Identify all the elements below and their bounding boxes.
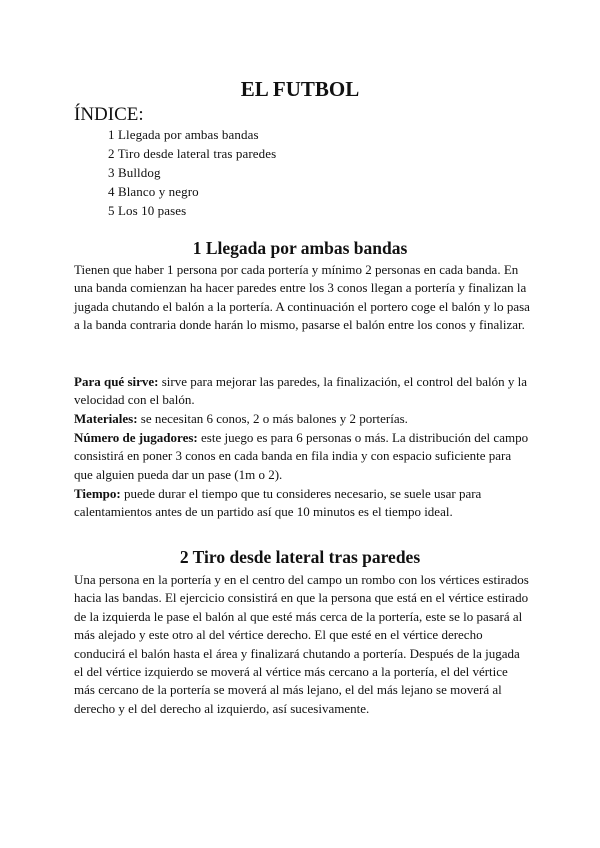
time-text: puede durar el tiempo que tu consideres necesario, se suele usar para calentamientos antes de un partido así que 10 minutos es el tiempo ideal. [74, 486, 482, 520]
players-label: Número de jugadores: [74, 430, 198, 445]
purpose-paragraph [74, 373, 530, 410]
purpose-text: sirve para mejorar las paredes, la finalización, el control del balón y la velocidad con el balón. [74, 374, 528, 408]
players-paragraph [74, 429, 530, 484]
materials-paragraph [74, 410, 530, 428]
section1-intro: Tienen que haber 1 persona por cada portería y mínimo 2 personas en cada banda. En una banda comienzan ha hacer paredes entre los 3 conos llegan a portería y finalizan la jugada chutando el balón a la portería. A continuación el portero coge el balón y lo pasa a la banda contraria donde harán lo mismo, pasarse el balón entre los conos y finalizar. [74, 262, 530, 333]
time-label: Tiempo: [74, 486, 121, 501]
materials-label: Materiales: [74, 411, 138, 426]
index-item: 4 Blanco y negro [108, 184, 199, 199]
index-item: 2 Tiro desde lateral tras paredes [108, 146, 277, 161]
index-item: 5 Los 10 pases [108, 203, 187, 218]
section2-title: 2 Tiro desde lateral tras paredes [179, 547, 421, 567]
index-list [108, 125, 276, 220]
section1-title: 1 Llegada por ambas bandas [192, 238, 408, 258]
section2-body: Una persona en la portería y en el centro del campo un rombo con los vértices estirados hacia las bandas. El ejercicio consistirá en que la persona que está en el vértice estirado de la izquierda le pase el balón al que esté más cerca de la portería, este se lo pasará al más alejado y este otro al del vértice derecho. El que esté en el vértice derecho conducirá el balón hasta el área y finalizará chutando a portería. Después de la jugada el del vértice izquierdo se moverá al vértice más cercano a la portería, el del vértice más cercano de la portería se moverá al más lejano, el del más lejano se moverá al derecho y el del derecho al izquierdo, así sucesivamente. [74, 572, 529, 716]
purpose-label: Para qué sirve: [74, 374, 159, 389]
document-title: EL FUTBOL [240, 77, 360, 101]
materials-text: se necesitan 6 conos, 2 o más balones y 2 porterías. [137, 411, 408, 426]
index-item: 1 Llegada por ambas bandas [108, 127, 259, 142]
time-paragraph [74, 485, 530, 522]
index-item: 3 Bulldog [108, 165, 161, 180]
players-text: este juego es para 6 personas o más. La distribución del campo consistirá en poner 3 conos en cada banda en fila india y con espacio suficiente para que alguien pueda dar un pase (1m o 2). [74, 430, 529, 482]
index-heading: ÍNDICE: [74, 104, 144, 125]
